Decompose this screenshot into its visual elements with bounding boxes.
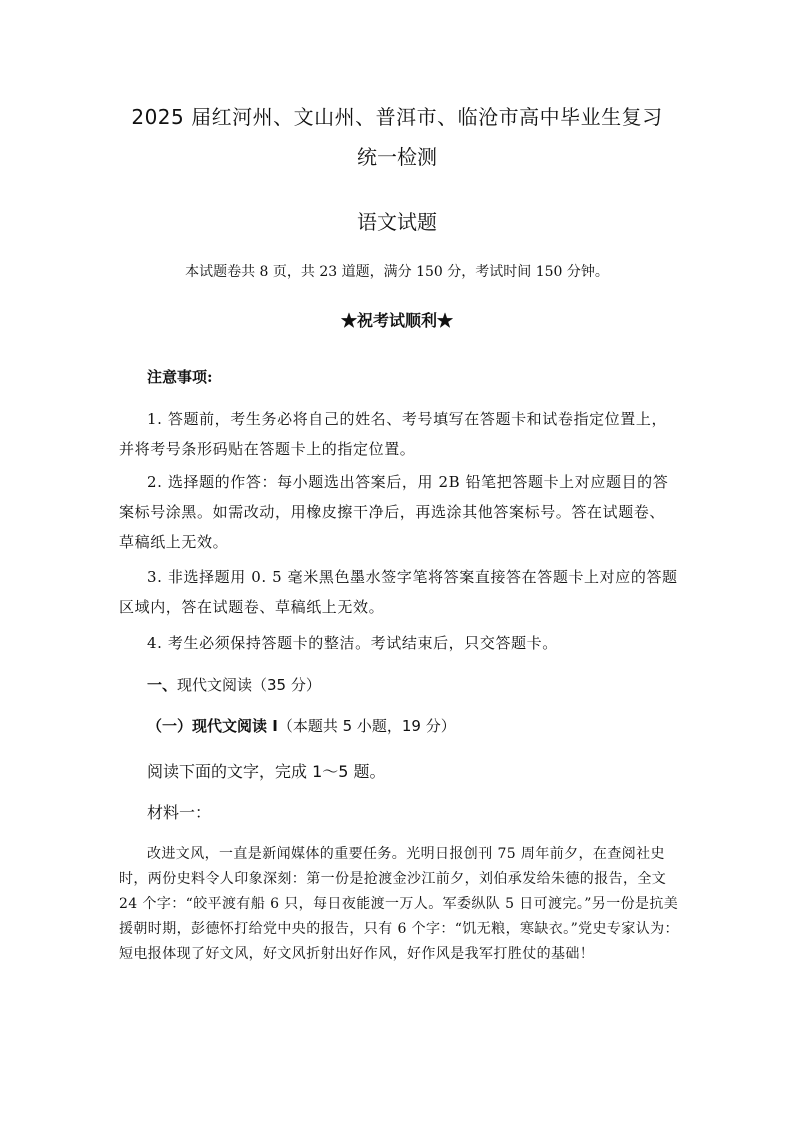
- subject-title: 语文试题: [357, 210, 437, 234]
- subsection-heading: [147, 715, 456, 737]
- exam-info: 本试题卷共 8 页，共 23 道题，满分 150 分，考试时间 150 分钟。: [185, 264, 609, 280]
- exam-title-line2: 统一检测: [357, 145, 437, 169]
- notice-item-3: 3. 非选择题用 0. 5 毫米黑色墨水签字笔将答案直接答在答题卡上对应的答题区域内，答在试题卷、草稿纸上无效。: [119, 568, 678, 616]
- subsection-title: （一）现代文阅读 I: [147, 717, 278, 735]
- subsection-info: （本题共 5 小题，19 分）: [277, 717, 456, 735]
- exam-title-line1: 2025 届红河州、文山州、普洱市、临沧市高中毕业生复习: [131, 105, 663, 129]
- material-body-text: 改进文风，一直是新闻媒体的重要任务。光明日报创刊 75 周年前夕，在查阅社史时，两份史料令人印象深刻：第一份是抢渡金沙江前夕，刘伯承发给朱德的报告，全文 24 个字：“皎平渡有船 6 只，每日夜能渡一万人。军委纵队 5 日可渡完。”另一份是抗美援朝时期，彭德怀打给党中央的报告，只有 6 个字：“饥无粮，寒缺衣。”党史专家认为：短电报体现了好文风，好文风折射出好作风，好作风是我军打胜仗的基础！: [119, 846, 679, 962]
- notice-item-1: 1. 答题前，考生务必将自己的姓名、考号填写在答题卡和试卷指定位置上，并将考号条形码贴在答题卡上的指定位置。: [119, 410, 668, 458]
- material-label: 材料一：: [147, 803, 212, 822]
- good-luck-banner: ★祝考试顺利★: [340, 311, 453, 330]
- notice-item-2: 2. 选择题的作答：每小题选出答案后，用 2B 铅笔把答题卡上对应题目的答案标号涂黑。如需改动，用橡皮擦干净后，再选涂其他答案标号。答在试题卷、草稿纸上无效。: [119, 473, 669, 551]
- notice-heading: 注意事项:: [147, 368, 213, 386]
- section-title: 现代文阅读（35 分）: [177, 676, 321, 694]
- section-heading: [147, 674, 321, 696]
- reading-instruction: 阅读下面的文字，完成 1～5 题。: [147, 762, 386, 781]
- notice-item-4: 4. 考生必须保持答题卡的整洁。考试结束后，只交答题卡。: [147, 634, 558, 652]
- section-number: 一、: [147, 676, 178, 694]
